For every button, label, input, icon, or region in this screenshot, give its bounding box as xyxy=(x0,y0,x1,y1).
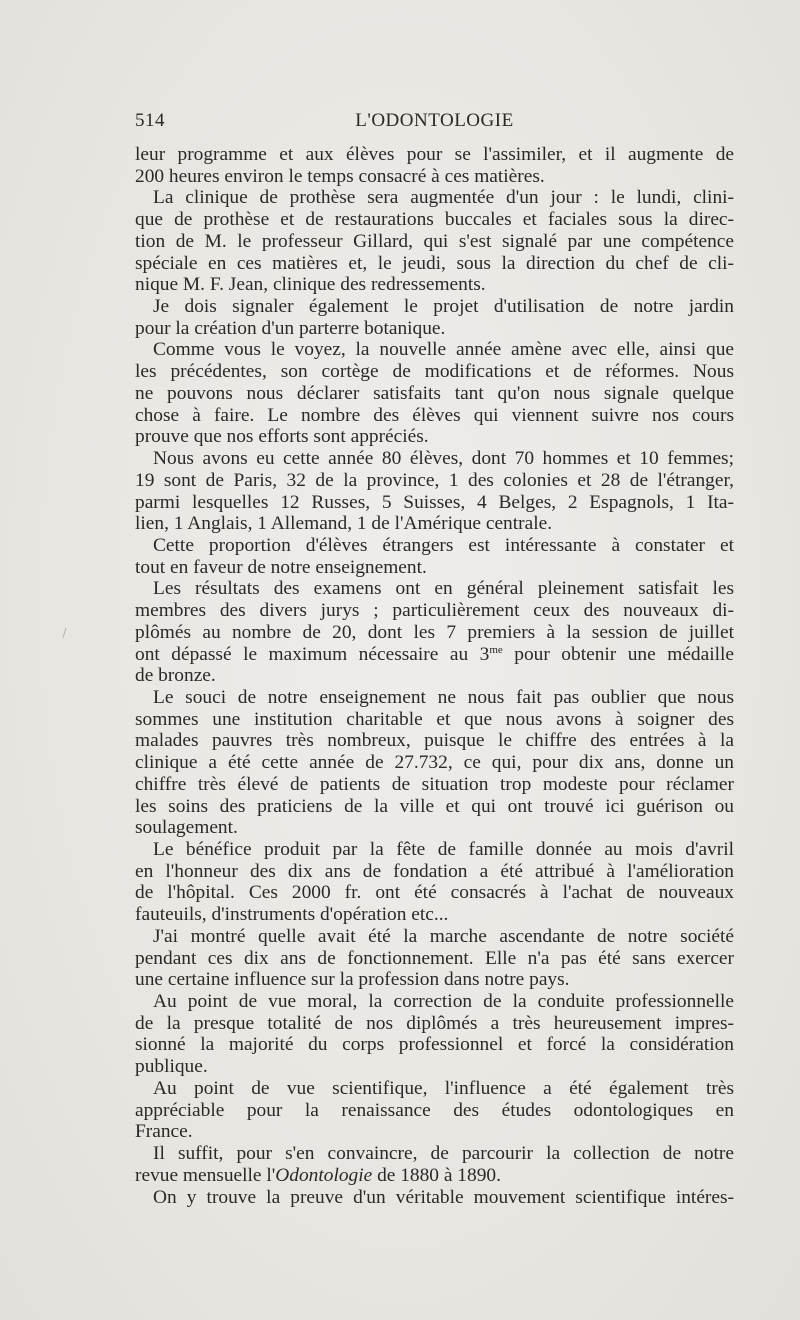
text-line: Le souci de notre enseignement ne nous fait pas oublier que nous xyxy=(153,686,734,708)
text-line: chiffre très élevé de patients de situation trop modeste pour réclamer xyxy=(135,773,734,795)
text-line: Le bénéfice produit par la fête de famille donnée au mois d'avril xyxy=(153,839,734,860)
superscript: me xyxy=(489,643,503,656)
text-segment: de 1880 à 1890. xyxy=(372,1164,501,1186)
text-line: soulagement. xyxy=(135,817,238,839)
running-title: L'ODONTOLOGIE xyxy=(355,110,514,131)
text-line: nique M. F. Jean, clinique des redressements. xyxy=(135,274,486,296)
text-line: tion de M. le professeur Gillard, qui s'est signalé par une compétence xyxy=(135,230,734,252)
text-segment: pour obtenir une médaille xyxy=(502,643,734,665)
text-line: membres des divers jurys ; particulièrement ceux des nouveaux di- xyxy=(135,600,734,622)
text-line: plômés au nombre de 20, dont les 7 premiers à la session de juillet xyxy=(135,621,734,643)
paragraph xyxy=(135,144,734,187)
paragraph xyxy=(135,448,734,535)
text-line: de la presque totalité de nos diplômés a très heureusement impres- xyxy=(135,1012,734,1034)
text-line: sionné la majorité du corps professionnel et forcé la considération xyxy=(135,1034,734,1056)
text-line: sommes une institution charitable et que nous avons à soigner des xyxy=(135,708,734,730)
paragraph xyxy=(135,1143,734,1186)
paragraph xyxy=(135,339,734,448)
text-line: Nous avons eu cette année 80 élèves, dont 70 hommes et 10 femmes; xyxy=(153,448,734,470)
text-line: lien, 1 Anglais, 1 Allemand, 1 de l'Amérique centrale. xyxy=(135,513,553,535)
text-line: Cette proportion d'élèves étrangers est intéressante à constater et xyxy=(153,534,734,556)
text-line: La clinique de prothèse sera augmentée d'un jour : le lundi, clini- xyxy=(153,187,734,209)
text-line-with-superscript xyxy=(135,644,734,666)
text-line: Comme vous le voyez, la nouvelle année amène avec elle, ainsi que xyxy=(153,339,734,361)
text-line: fauteuils, d'instruments d'opération etc... xyxy=(135,904,449,926)
paragraph xyxy=(135,687,734,839)
text-line: les soins des praticiens de la ville et qui ont trouvé ici guérison ou xyxy=(135,795,734,817)
text-line: ne pouvons nous déclarer satisfaits tant qu'on nous signale quelque xyxy=(135,382,734,404)
text-line: que de prothèse et de restaurations buccales et faciales sous la direc- xyxy=(135,209,734,231)
text-segment: revue mensuelle l' xyxy=(135,1164,276,1186)
text-line: Il suffit, pour s'en convaincre, de parcourir la collection de notre xyxy=(153,1143,734,1165)
paragraph xyxy=(135,926,734,991)
paragraph xyxy=(135,1187,734,1209)
text-line: J'ai montré quelle avait été la marche ascendante de notre société xyxy=(153,925,734,947)
page-number: 514 xyxy=(135,110,165,131)
text-line: Au point de vue moral, la correction de la conduite professionnelle xyxy=(153,991,734,1013)
text-line: 200 heures environ le temps consacré à ces matières. xyxy=(135,165,545,187)
text-line-with-italic xyxy=(135,1165,734,1187)
paragraph xyxy=(135,535,734,578)
text-line: 19 sont de Paris, 32 de la province, 1 des colonies et 28 de l'étranger, xyxy=(135,469,734,491)
text-line: Les résultats des examens ont en général pleinement satisfait les xyxy=(153,578,734,600)
text-line: malades pauvres très nombreux, puisque le chiffre des entrées à la xyxy=(135,730,734,752)
text-line: de l'hôpital. Ces 2000 fr. ont été consacrés à l'achat de nouveaux xyxy=(135,882,734,904)
paragraph xyxy=(135,187,734,296)
paragraph xyxy=(135,578,734,687)
text-line: France. xyxy=(135,1121,193,1143)
text-line: leur programme et aux élèves pour se l'assimiler, et il augmente de xyxy=(135,144,734,165)
paragraph xyxy=(135,839,734,926)
paragraph xyxy=(135,1078,734,1143)
text-line: Je dois signaler également le projet d'utilisation de notre jardin xyxy=(153,296,734,318)
text-line: Au point de vue scientifique, l'influence a été également très xyxy=(153,1077,734,1099)
text-line: On y trouve la preuve d'un véritable mouvement scientifique intéres- xyxy=(153,1186,734,1208)
text-segment: ont dépassé le maximum nécessaire au 3 xyxy=(135,643,490,665)
paragraph xyxy=(135,991,734,1078)
journal-title: Odontologie xyxy=(275,1164,373,1186)
text-line: pendant ces dix ans de fonctionnement. Elle n'a pas été sans exercer xyxy=(135,947,734,969)
text-line: les précédentes, son cortège de modifications et de réformes. Nous xyxy=(135,361,734,383)
text-line: parmi lesquelles 12 Russes, 5 Suisses, 4 Belges, 2 Espagnols, 1 Ita- xyxy=(135,491,734,513)
text-line: de bronze. xyxy=(135,665,216,687)
text-line: une certaine influence sur la profession dans notre pays. xyxy=(135,969,570,991)
text-line: clinique a été cette année de 27.732, ce qui, pour dix ans, donne un xyxy=(135,752,734,774)
page-header xyxy=(135,110,734,136)
paragraph xyxy=(135,296,734,339)
text-line: pour la création d'un parterre botanique. xyxy=(135,317,446,339)
text-line: publique. xyxy=(135,1056,208,1078)
body-text xyxy=(135,144,734,1208)
margin-pencil-mark xyxy=(63,628,69,638)
text-line: prouve que nos efforts sont appréciés. xyxy=(135,426,429,448)
text-line: appréciable pour la renaissance des études odontologiques en xyxy=(135,1099,734,1121)
text-line: spéciale en ces matières et, le jeudi, sous la direction du chef de cli- xyxy=(135,252,734,274)
text-line: tout en faveur de notre enseignement. xyxy=(135,556,427,578)
text-line: chose à faire. Le nombre des élèves qui viennent suivre nos cours xyxy=(135,404,734,426)
text-line: en l'honneur des dix ans de fondation a été attribué à l'amélioration xyxy=(135,860,734,882)
